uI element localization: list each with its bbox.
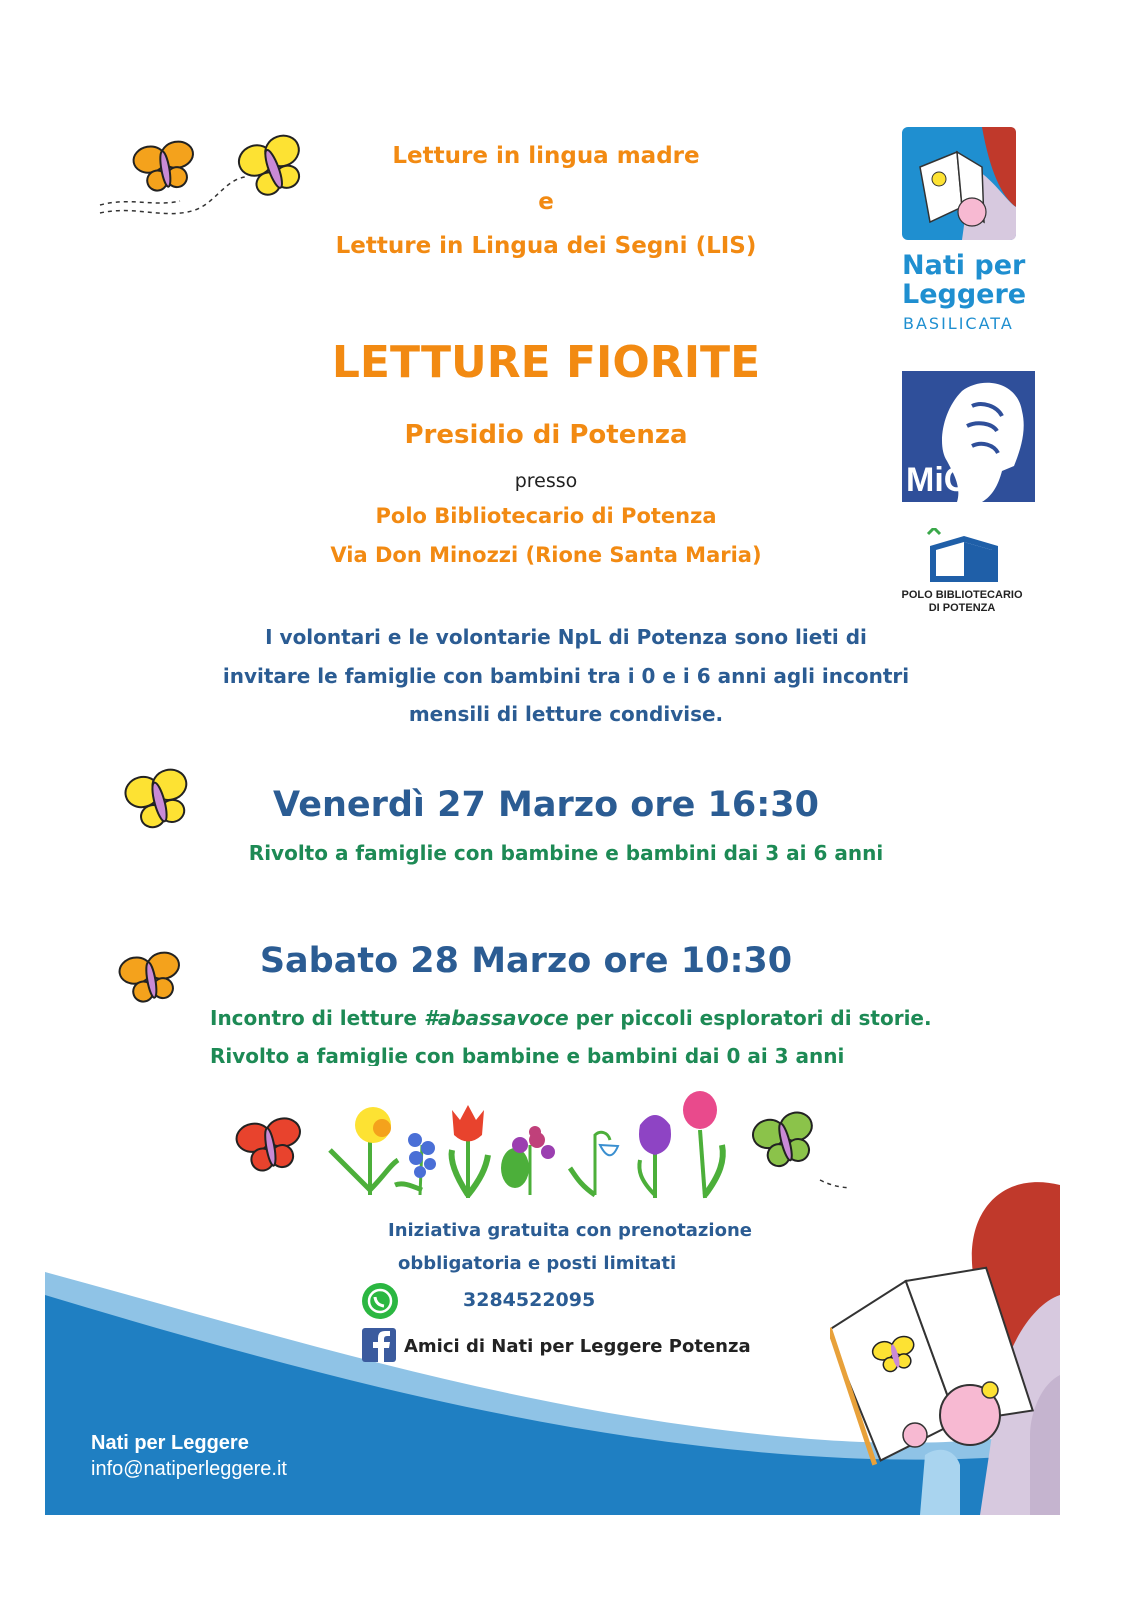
reading-child-illustration — [830, 1175, 1060, 1515]
event2-hashtag: #abassavoce — [423, 1006, 569, 1030]
polo-logo-line-2: DI POTENZA — [928, 602, 996, 614]
whatsapp-icon[interactable] — [362, 1283, 398, 1319]
event2-desc-prefix: Incontro di letture — [210, 1006, 424, 1030]
invite-line-3: mensili di letture condivise. — [408, 702, 724, 726]
npl-logo-line-2: Leggere — [902, 279, 1027, 310]
npl-logo-region: BASILICATA — [903, 314, 1014, 333]
polo-logo — [926, 528, 1000, 586]
booking-line-2: obbligatoria e posti limitati — [398, 1253, 677, 1274]
page-title: LETTURE FIORITE — [331, 337, 761, 388]
event1-date: Venerdì 27 Marzo ore 16:30 — [273, 785, 819, 825]
intro-line-2: e — [538, 189, 554, 215]
event2-description-2: Rivolto a famiglie con bambine e bambini dai 0 ai 3 anni — [210, 1044, 845, 1066]
event2-date: Sabato 28 Marzo ore 10:30 — [259, 941, 793, 981]
footer-org: Nati per Leggere — [91, 1432, 249, 1454]
booking-line-1: Iniziativa gratuita con prenotazione — [388, 1220, 752, 1241]
mic-logo — [902, 371, 1035, 502]
footer-email[interactable]: info@natiperleggere.it — [91, 1458, 287, 1480]
presidio-label: Presidio di Potenza — [404, 420, 688, 450]
mic-logo-text: MiC — [906, 461, 969, 499]
event2-desc-suffix: per piccoli esploratori di storie. — [568, 1006, 932, 1030]
phone-number[interactable]: 3284522095 — [463, 1289, 596, 1311]
npl-logo — [902, 127, 1016, 240]
presso-label: presso — [514, 470, 578, 492]
intro-line-3: Letture in Lingua dei Segni (LIS) — [335, 233, 757, 259]
event2-description — [210, 1006, 932, 1030]
venue-address: Via Don Minozzi (Rione Santa Maria) — [330, 543, 762, 567]
invite-line-2: invitare le famiglie con bambini tra i 0 e i 6 anni agli incontri — [222, 664, 910, 688]
facebook-page-link[interactable]: Amici di Nati per Leggere Potenza — [404, 1336, 751, 1357]
event1-description: Rivolto a famiglie con bambine e bambini dai 3 ai 6 anni — [248, 841, 884, 865]
invite-line-1: I volontari e le volontarie NpL di Potenza sono lieti di — [265, 625, 867, 649]
npl-logo-line-1: Nati per — [902, 250, 1026, 281]
intro-line-1: Letture in lingua madre — [392, 143, 700, 169]
polo-logo-line-1: POLO BIBLIOTECARIO — [901, 589, 1023, 601]
venue-name: Polo Bibliotecario di Potenza — [375, 504, 717, 528]
facebook-icon[interactable] — [362, 1328, 396, 1362]
